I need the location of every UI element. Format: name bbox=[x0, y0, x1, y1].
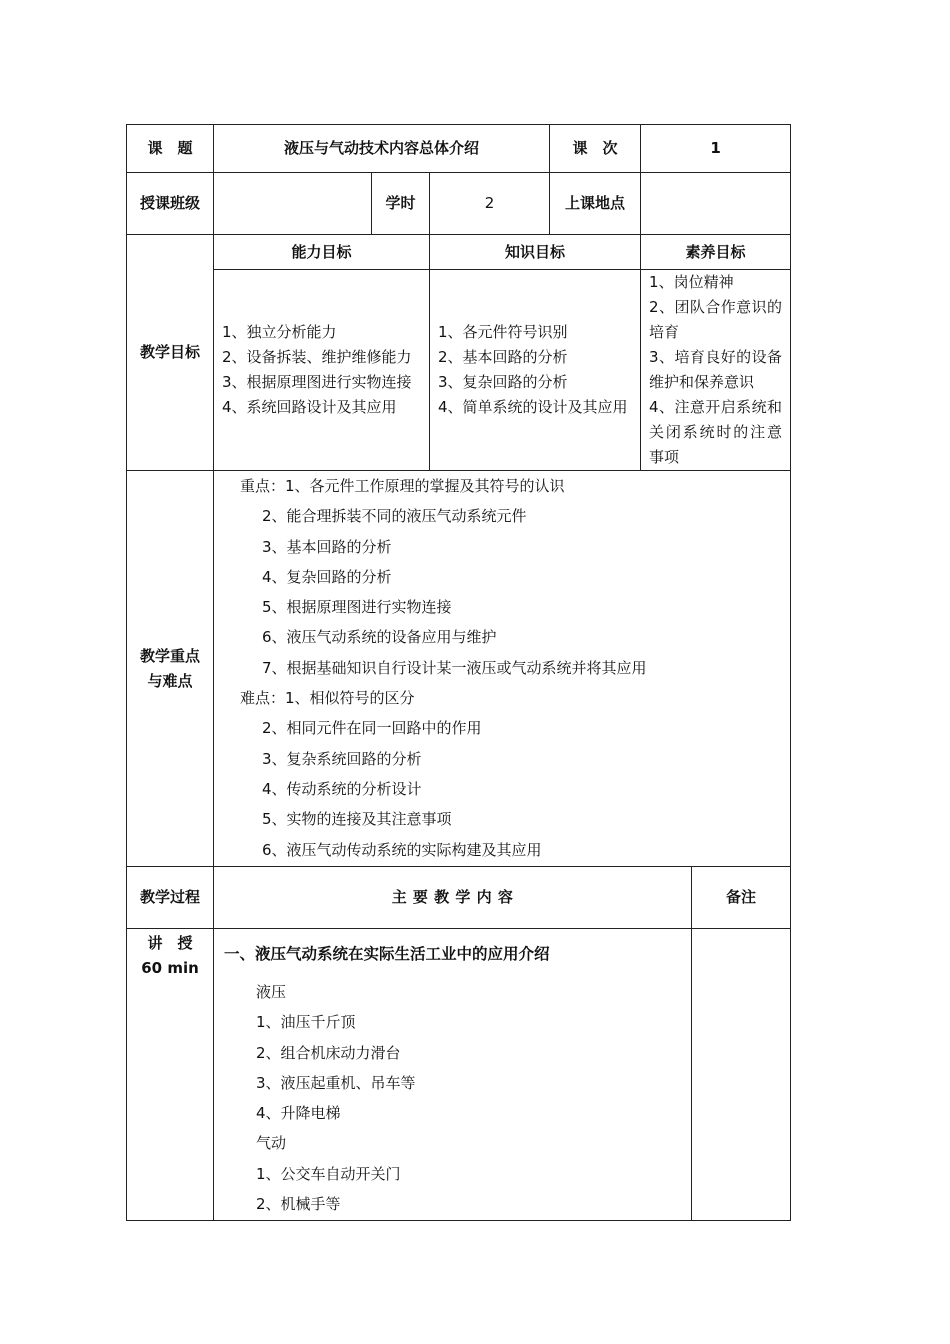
lecture-remark bbox=[692, 929, 791, 1221]
knowledge-item: 1、各元件符号识别 bbox=[438, 323, 568, 341]
difficulty-item: 3、复杂系统回路的分析 bbox=[262, 749, 422, 768]
ability-item: 3、根据原理图进行实物连接 bbox=[222, 373, 412, 391]
quality-objective-title: 素养目标 bbox=[641, 235, 791, 270]
class-label: 授课班级 bbox=[127, 173, 214, 235]
key-points-row-label bbox=[127, 471, 214, 867]
topic-row bbox=[127, 125, 791, 173]
quality-item: 3、培育良好的设备维护和保养意识 bbox=[649, 348, 783, 391]
knowledge-objectives bbox=[430, 270, 641, 471]
hydraulic-item: 2、组合机床动力滑台 bbox=[256, 1043, 401, 1062]
difficulty-item: 5、实物的连接及其注意事项 bbox=[262, 810, 452, 829]
class-row bbox=[127, 173, 791, 235]
lesson-plan-table bbox=[126, 124, 791, 1221]
key-points-row bbox=[127, 471, 791, 867]
focus-item: 5、根据原理图进行实物连接 bbox=[262, 598, 452, 617]
key-points-content bbox=[214, 471, 791, 867]
lecture-stage bbox=[127, 929, 214, 1221]
ability-item: 1、独立分析能力 bbox=[222, 323, 337, 341]
focus-item: 7、根据基础知识自行设计某一液压或气动系统并将其应用 bbox=[262, 658, 647, 677]
pneumatic-item: 1、公交车自动开关门 bbox=[256, 1164, 401, 1183]
location-value bbox=[641, 173, 791, 235]
process-column-header: 教学过程 bbox=[127, 867, 214, 929]
topic-label: 课 题 bbox=[127, 125, 214, 173]
difficulty-item: 难点：1、相似符号的区分 bbox=[240, 689, 415, 708]
hydraulic-label: 液压 bbox=[256, 983, 287, 1001]
difficulty-item: 6、液压气动传动系统的实际构建及其应用 bbox=[262, 840, 542, 859]
quality-item: 1、岗位精神 bbox=[649, 273, 734, 291]
process-header-row bbox=[127, 867, 791, 929]
key-points-label-line-2: 与难点 bbox=[147, 671, 193, 690]
knowledge-objective-title: 知识目标 bbox=[430, 235, 641, 270]
ability-objectives bbox=[214, 270, 430, 471]
quality-objectives bbox=[641, 270, 791, 471]
objectives-content-row bbox=[127, 270, 791, 471]
difficulty-item: 4、传动系统的分析设计 bbox=[262, 779, 422, 798]
objectives-row-label: 教学目标 bbox=[127, 235, 214, 471]
quality-item: 4、注意开启系统和关闭系统时的注意事项 bbox=[649, 398, 783, 466]
ability-item: 4、系统回路设计及其应用 bbox=[222, 398, 397, 416]
pneumatic-label: 气动 bbox=[256, 1134, 287, 1153]
pneumatic-item: 2、机械手等 bbox=[256, 1195, 341, 1214]
hours-value: 2 bbox=[430, 173, 550, 235]
focus-item: 重点：1、各元件工作原理的掌握及其符号的认识 bbox=[240, 477, 565, 495]
ability-objective-title: 能力目标 bbox=[214, 235, 430, 270]
objectives-header-row bbox=[127, 235, 791, 270]
lecture-content bbox=[214, 929, 692, 1221]
knowledge-item: 2、基本回路的分析 bbox=[438, 348, 568, 366]
ability-item: 2、设备拆装、维护维修能力 bbox=[222, 348, 412, 366]
location-label: 上课地点 bbox=[550, 173, 641, 235]
stage-name: 讲 授 bbox=[147, 934, 193, 952]
difficulty-prefix: 难点： bbox=[240, 689, 286, 708]
lecture-row bbox=[127, 929, 791, 1221]
key-points-label-line-1: 教学重点 bbox=[139, 646, 200, 665]
section-title: 一、液压气动系统在实际生活工业中的应用介绍 bbox=[224, 945, 550, 963]
quality-item: 2、团队合作意识的培育 bbox=[649, 298, 783, 341]
class-value bbox=[214, 173, 372, 235]
focus-item: 2、能合理拆装不同的液压气动系统元件 bbox=[262, 507, 527, 526]
hydraulic-item: 3、液压起重机、吊车等 bbox=[256, 1073, 416, 1092]
remark-column-header: 备注 bbox=[692, 867, 791, 929]
session-value: 1 bbox=[641, 125, 791, 173]
focus-item: 4、复杂回路的分析 bbox=[262, 567, 392, 586]
focus-item: 6、液压气动系统的设备应用与维护 bbox=[262, 628, 497, 647]
stage-duration: 60 min bbox=[141, 959, 199, 977]
hours-label: 学时 bbox=[372, 173, 430, 235]
focus-item: 3、基本回路的分析 bbox=[262, 537, 392, 556]
focus-prefix: 重点： bbox=[240, 477, 286, 495]
hydraulic-item: 1、油压千斤顶 bbox=[256, 1013, 356, 1032]
hydraulic-item: 4、升降电梯 bbox=[256, 1104, 341, 1123]
difficulty-item: 2、相同元件在同一回路中的作用 bbox=[262, 719, 482, 738]
lesson-plan-sheet bbox=[126, 124, 790, 1221]
session-label: 课 次 bbox=[550, 125, 641, 173]
content-column-header: 主 要 教 学 内 容 bbox=[214, 867, 692, 929]
knowledge-item: 4、简单系统的设计及其应用 bbox=[438, 398, 628, 416]
knowledge-item: 3、复杂回路的分析 bbox=[438, 373, 568, 391]
topic-value: 液压与气动技术内容总体介绍 bbox=[214, 125, 550, 173]
